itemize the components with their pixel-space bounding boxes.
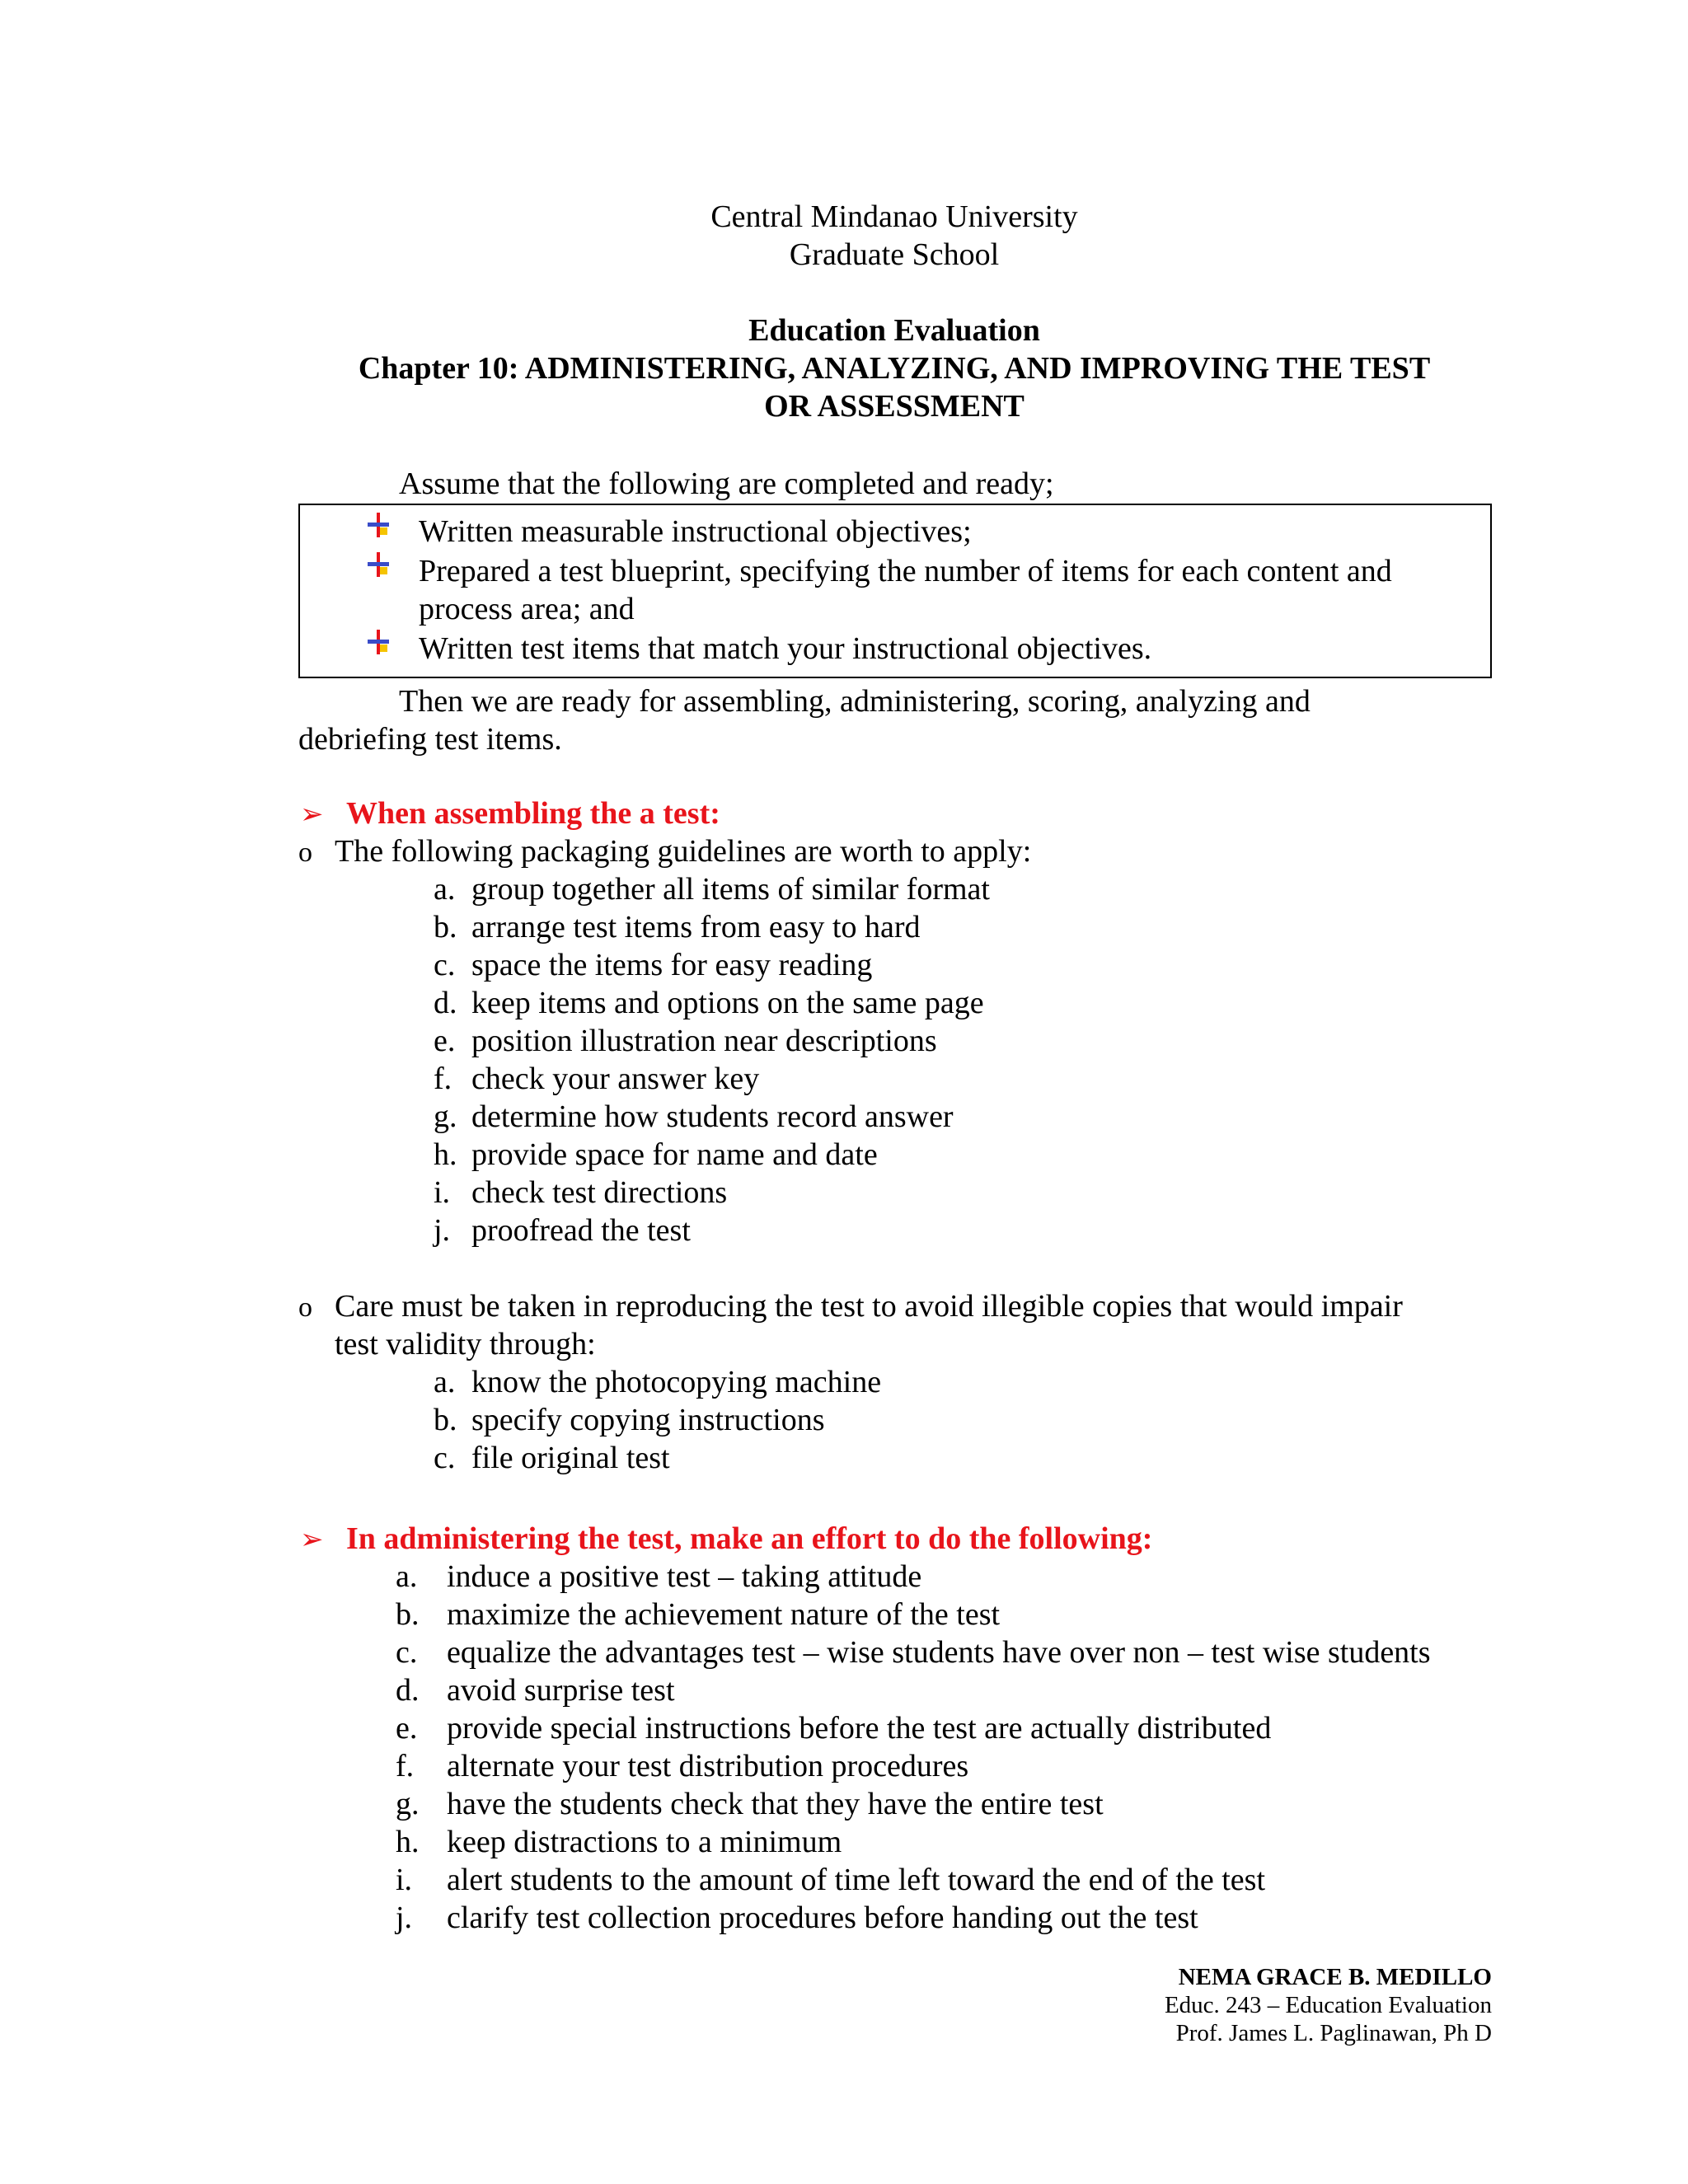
chapter-title-line1: Chapter 10: ADMINISTERING, ANALYZING, AND IMPROVING THE TEST [358,351,1431,386]
guideline-letter: d. [434,986,457,1020]
guideline-letter: c. [434,948,456,982]
bookmark-bullet-icon [366,551,391,579]
guideline-letter: h. [434,1137,457,1172]
guideline-text: provide space for name and date [471,1137,878,1172]
admin-item-letter: c. [396,1635,418,1670]
guideline-text: check test directions [471,1175,728,1210]
circle-bullet-icon: o [298,1292,312,1323]
admin-item-text: equalize the advantages test – wise students have over non – test wise students [447,1635,1431,1670]
admin-item-text: avoid surprise test [447,1673,675,1708]
admin-item-text: clarify test collection procedures before handing out the test [447,1900,1198,1935]
circle-bullet-icon: o [298,837,312,868]
guidelines-intro: The following packaging guidelines are worth to apply: [335,834,1032,869]
arrow-bullet-icon: ➢ [300,1525,324,1555]
guideline-letter: j. [434,1213,451,1248]
school-name: Graduate School [789,237,1000,272]
intro-text: Assume that the following are completed and ready; [399,466,1054,501]
care-item-text: know the photocopying machine [471,1365,882,1399]
admin-item-text: keep distractions to a minimum [447,1825,842,1859]
arrow-bullet-icon: ➢ [300,799,324,830]
course-title: Education Evaluation [748,313,1040,348]
care-item-letter: a. [434,1365,456,1399]
chapter-title-line2: OR ASSESSMENT [764,389,1025,424]
admin-item-text: have the students check that they have the entire test [447,1787,1104,1821]
admin-item-letter: j. [396,1900,413,1935]
admin-item-letter: d. [396,1673,420,1708]
university-name: Central Mindanao University [710,199,1078,234]
professor-name: Prof. James L. Paglinawan, Ph D [1175,2020,1492,2046]
guideline-text: proofread the test [471,1213,691,1248]
guideline-letter: i. [434,1175,451,1210]
admin-item-text: induce a positive test – taking attitude [447,1559,922,1594]
prerequisite-item: Prepared a test blueprint, specifying the number of items for each content and [419,554,1392,588]
admin-item-text: alert students to the amount of time left toward the end of the test [447,1863,1266,1897]
admin-item-letter: h. [396,1825,420,1859]
admin-item-letter: b. [396,1597,420,1632]
care-item-text: specify copying instructions [471,1403,825,1437]
admin-item-text: alternate your test distribution procedures [447,1749,969,1783]
guideline-letter: g. [434,1099,457,1134]
prerequisite-item-continued: process area; and [419,592,635,626]
then-paragraph-line2: debriefing test items. [298,722,562,757]
then-paragraph-line1: Then we are ready for assembling, administering, scoring, analyzing and [399,684,1311,719]
guideline-letter: a. [434,872,456,907]
prerequisite-item: Written measurable instructional objectives; [419,514,972,549]
admin-item-letter: a. [396,1559,418,1594]
guideline-text: position illustration near descriptions [471,1024,937,1058]
guideline-letter: f. [434,1062,452,1096]
care-paragraph-line2: test validity through: [335,1327,596,1361]
section-heading-assembling: When assembling the a test: [346,796,720,831]
care-item-text: file original test [471,1441,670,1475]
guideline-letter: b. [434,910,457,944]
admin-item-text: maximize the achievement nature of the test [447,1597,1001,1632]
guideline-text: group together all items of similar format [471,872,990,907]
guideline-text: keep items and options on the same page [471,986,984,1020]
admin-item-letter: f. [396,1749,415,1783]
guideline-text: arrange test items from easy to hard [471,910,921,944]
guideline-letter: e. [434,1024,456,1058]
prerequisite-item: Written test items that match your instructional objectives. [419,631,1152,666]
care-item-letter: b. [434,1403,457,1437]
care-paragraph-line1: Care must be taken in reproducing the test to avoid illegible copies that would impair [335,1289,1403,1324]
course-code: Educ. 243 – Education Evaluation [1164,1992,1492,2018]
bookmark-bullet-icon [366,511,391,539]
guideline-text: space the items for easy reading [471,948,873,982]
care-item-letter: c. [434,1441,456,1475]
admin-item-letter: e. [396,1711,418,1746]
guideline-text: check your answer key [471,1062,760,1096]
admin-item-text: provide special instructions before the test are actually distributed [447,1711,1272,1746]
guideline-text: determine how students record answer [471,1099,954,1134]
admin-item-letter: i. [396,1863,413,1897]
admin-item-letter: g. [396,1787,420,1821]
author-name: NEMA GRACE B. MEDILLO [1178,1964,1492,1990]
bookmark-bullet-icon [366,628,391,656]
section-heading-administering: In administering the test, make an effort to do the following: [346,1521,1153,1556]
